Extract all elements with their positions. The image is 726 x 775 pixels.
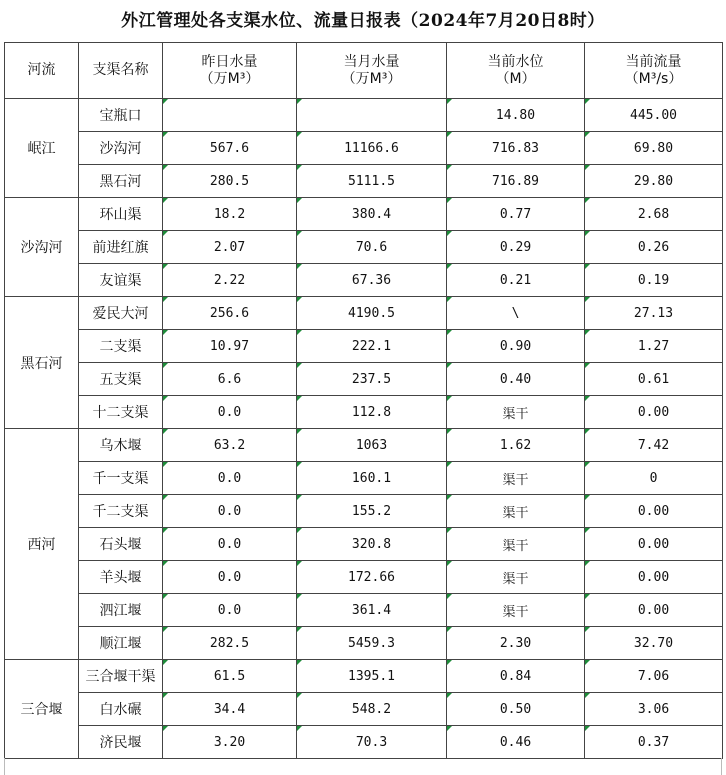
cell-canal-name[interactable]: 前进红旗 xyxy=(79,231,163,264)
cell-flow-rate[interactable]: 0.37 xyxy=(585,726,723,759)
cell-yesterday-volume[interactable]: 63.2 xyxy=(163,429,297,462)
header-canal-name[interactable]: 支渠名称 xyxy=(79,43,163,99)
cell-flow-rate[interactable]: 1.27 xyxy=(585,330,723,363)
cell-canal-name[interactable]: 爱民大河 xyxy=(79,297,163,330)
cell-flow-rate[interactable]: 0.61 xyxy=(585,363,723,396)
cell-water-level[interactable]: 0.46 xyxy=(447,726,585,759)
cell-water-level[interactable]: 渠干 xyxy=(447,396,585,429)
cell-water-level[interactable]: 14.80 xyxy=(447,99,585,132)
cell-flow-rate[interactable]: 7.06 xyxy=(585,660,723,693)
header-flow-line2: （M³/s） xyxy=(624,70,683,87)
cell-flow-rate[interactable]: 3.06 xyxy=(585,693,723,726)
cell-river[interactable]: 岷江 xyxy=(5,99,79,198)
table-row xyxy=(5,627,723,660)
report-table xyxy=(4,42,723,759)
cell-flow-rate[interactable]: 0.00 xyxy=(585,561,723,594)
table-row xyxy=(5,495,723,528)
cell-yesterday-volume[interactable]: 280.5 xyxy=(163,165,297,198)
table-row xyxy=(5,99,723,132)
header-level-line1: 当前水位 xyxy=(487,53,544,70)
cell-month-volume[interactable]: 222.1 xyxy=(297,330,447,363)
cell-month-volume[interactable]: 237.5 xyxy=(297,363,447,396)
cell-month-volume[interactable]: 1063 xyxy=(297,429,447,462)
cell-flow-rate[interactable]: 0.00 xyxy=(585,528,723,561)
table-row xyxy=(5,231,723,264)
cell-canal-name[interactable]: 羊头堰 xyxy=(79,561,163,594)
cell-month-volume[interactable]: 5111.5 xyxy=(297,165,447,198)
cell-canal-name[interactable]: 乌木堰 xyxy=(79,429,163,462)
header-month-line2: （万M³） xyxy=(341,70,402,87)
report-title: 外江管理处各支渠水位、流量日报表（2024年7月20日8时） xyxy=(121,11,605,31)
cell-yesterday-volume[interactable]: 6.6 xyxy=(163,363,297,396)
header-month-volume[interactable] xyxy=(297,43,447,99)
cell-month-volume[interactable]: 155.2 xyxy=(297,495,447,528)
cell-flow-rate[interactable]: 27.13 xyxy=(585,297,723,330)
table-row xyxy=(5,726,723,759)
cell-month-volume[interactable]: 67.36 xyxy=(297,264,447,297)
cell-canal-name[interactable]: 五支渠 xyxy=(79,363,163,396)
cell-water-level[interactable]: 0.50 xyxy=(447,693,585,726)
cell-canal-name[interactable]: 宝瓶口 xyxy=(79,99,163,132)
cell-month-volume[interactable]: 11166.6 xyxy=(297,132,447,165)
cell-canal-name[interactable]: 济民堰 xyxy=(79,726,163,759)
cell-water-level[interactable]: 2.30 xyxy=(447,627,585,660)
cell-water-level[interactable]: 0.84 xyxy=(447,660,585,693)
cell-water-level[interactable]: 716.89 xyxy=(447,165,585,198)
cell-flow-rate[interactable]: 0.19 xyxy=(585,264,723,297)
cell-yesterday-volume[interactable]: 0.0 xyxy=(163,594,297,627)
cell-yesterday-volume[interactable]: 2.22 xyxy=(163,264,297,297)
cell-canal-name[interactable]: 友谊渠 xyxy=(79,264,163,297)
cell-river[interactable]: 西河 xyxy=(5,429,79,660)
cell-water-level[interactable]: 渠干 xyxy=(447,462,585,495)
cell-yesterday-volume[interactable]: 10.97 xyxy=(163,330,297,363)
cell-canal-name[interactable]: 千一支渠 xyxy=(79,462,163,495)
header-row xyxy=(5,43,723,99)
table-row xyxy=(5,660,723,693)
table-row xyxy=(5,462,723,495)
cell-canal-name[interactable]: 白水碾 xyxy=(79,693,163,726)
cell-yesterday-volume[interactable] xyxy=(163,99,297,132)
header-yesterday-line1: 昨日水量 xyxy=(201,53,258,70)
cell-month-volume[interactable]: 361.4 xyxy=(297,594,447,627)
cell-water-level[interactable]: 渠干 xyxy=(447,594,585,627)
cell-river[interactable]: 三合堰 xyxy=(5,660,79,759)
table-row xyxy=(5,396,723,429)
cell-water-level[interactable]: 0.21 xyxy=(447,264,585,297)
table-row xyxy=(5,132,723,165)
table-row xyxy=(5,297,723,330)
table-row xyxy=(5,528,723,561)
cell-month-volume[interactable]: 160.1 xyxy=(297,462,447,495)
table-row xyxy=(5,693,723,726)
cell-canal-name[interactable]: 石头堰 xyxy=(79,528,163,561)
header-flow-line1: 当前流量 xyxy=(625,53,682,70)
cell-water-level[interactable]: 0.90 xyxy=(447,330,585,363)
cell-yesterday-volume[interactable]: 0.0 xyxy=(163,396,297,429)
cell-canal-name[interactable]: 千二支渠 xyxy=(79,495,163,528)
cell-flow-rate[interactable]: 445.00 xyxy=(585,99,723,132)
cell-water-level[interactable]: 渠干 xyxy=(447,561,585,594)
cell-flow-rate[interactable]: 0.00 xyxy=(585,396,723,429)
cell-flow-rate[interactable]: 69.80 xyxy=(585,132,723,165)
table-row xyxy=(5,165,723,198)
cell-flow-rate[interactable]: 32.70 xyxy=(585,627,723,660)
cell-water-level[interactable]: 0.40 xyxy=(447,363,585,396)
cell-canal-name[interactable]: 黑石河 xyxy=(79,165,163,198)
header-level-line2: （M） xyxy=(495,70,536,87)
cell-river[interactable]: 沙沟河 xyxy=(5,198,79,297)
cell-month-volume[interactable]: 172.66 xyxy=(297,561,447,594)
cell-canal-name[interactable]: 十二支渠 xyxy=(79,396,163,429)
cell-month-volume[interactable]: 5459.3 xyxy=(297,627,447,660)
cell-yesterday-volume[interactable]: 3.20 xyxy=(163,726,297,759)
cell-month-volume[interactable]: 70.3 xyxy=(297,726,447,759)
cell-flow-rate[interactable]: 7.42 xyxy=(585,429,723,462)
cell-canal-name[interactable]: 沙沟河 xyxy=(79,132,163,165)
cell-water-level[interactable]: 0.29 xyxy=(447,231,585,264)
cell-yesterday-volume[interactable]: 0.0 xyxy=(163,561,297,594)
header-flow-rate[interactable] xyxy=(585,43,723,99)
header-month-line1: 当月水量 xyxy=(343,53,400,70)
table-row xyxy=(5,363,723,396)
cell-water-level[interactable]: 渠干 xyxy=(447,528,585,561)
header-river[interactable]: 河流 xyxy=(5,43,79,99)
table-row xyxy=(5,594,723,627)
cell-month-volume[interactable]: 4190.5 xyxy=(297,297,447,330)
table-row xyxy=(5,561,723,594)
cell-yesterday-volume[interactable]: 0.0 xyxy=(163,495,297,528)
cell-yesterday-volume[interactable]: 18.2 xyxy=(163,198,297,231)
cell-month-volume[interactable]: 1395.1 xyxy=(297,660,447,693)
cell-canal-name[interactable]: 二支渠 xyxy=(79,330,163,363)
cell-river[interactable]: 黑石河 xyxy=(5,297,79,429)
cell-water-level[interactable]: 渠干 xyxy=(447,495,585,528)
table-row xyxy=(5,264,723,297)
cell-flow-rate[interactable]: 29.80 xyxy=(585,165,723,198)
cell-flow-rate[interactable]: 0.00 xyxy=(585,594,723,627)
cell-yesterday-volume[interactable]: 256.6 xyxy=(163,297,297,330)
cell-yesterday-volume[interactable]: 61.5 xyxy=(163,660,297,693)
cell-yesterday-volume[interactable]: 282.5 xyxy=(163,627,297,660)
cell-flow-rate[interactable]: 0.26 xyxy=(585,231,723,264)
cell-water-level[interactable]: 1.62 xyxy=(447,429,585,462)
cell-yesterday-volume[interactable]: 0.0 xyxy=(163,462,297,495)
cell-water-level[interactable]: \ xyxy=(447,297,585,330)
cell-yesterday-volume[interactable]: 2.07 xyxy=(163,231,297,264)
cell-flow-rate[interactable]: 0.00 xyxy=(585,495,723,528)
cell-water-level[interactable]: 716.83 xyxy=(447,132,585,165)
cell-yesterday-volume[interactable]: 567.6 xyxy=(163,132,297,165)
header-yesterday-line2: （万M³） xyxy=(199,70,260,87)
cell-yesterday-volume[interactable]: 34.4 xyxy=(163,693,297,726)
cell-month-volume[interactable]: 112.8 xyxy=(297,396,447,429)
cell-canal-name[interactable]: 三合堰干渠 xyxy=(79,660,163,693)
header-yesterday-volume[interactable] xyxy=(163,43,297,99)
cell-canal-name[interactable]: 顺江堰 xyxy=(79,627,163,660)
table-body xyxy=(5,99,723,759)
cell-month-volume[interactable]: 320.8 xyxy=(297,528,447,561)
cell-yesterday-volume[interactable]: 0.0 xyxy=(163,528,297,561)
table-row xyxy=(5,330,723,363)
cell-month-volume[interactable]: 548.2 xyxy=(297,693,447,726)
cell-flow-rate[interactable]: 0 xyxy=(585,462,723,495)
table-row xyxy=(5,429,723,462)
cell-canal-name[interactable]: 环山渠 xyxy=(79,198,163,231)
cell-flow-rate[interactable]: 2.68 xyxy=(585,198,723,231)
sheet-bottom-edge xyxy=(4,758,722,775)
header-water-level[interactable] xyxy=(447,43,585,99)
cell-water-level[interactable]: 0.77 xyxy=(447,198,585,231)
cell-month-volume[interactable]: 380.4 xyxy=(297,198,447,231)
cell-month-volume[interactable]: 70.6 xyxy=(297,231,447,264)
table-row xyxy=(5,198,723,231)
cell-canal-name[interactable]: 泗江堰 xyxy=(79,594,163,627)
cell-month-volume[interactable] xyxy=(297,99,447,132)
